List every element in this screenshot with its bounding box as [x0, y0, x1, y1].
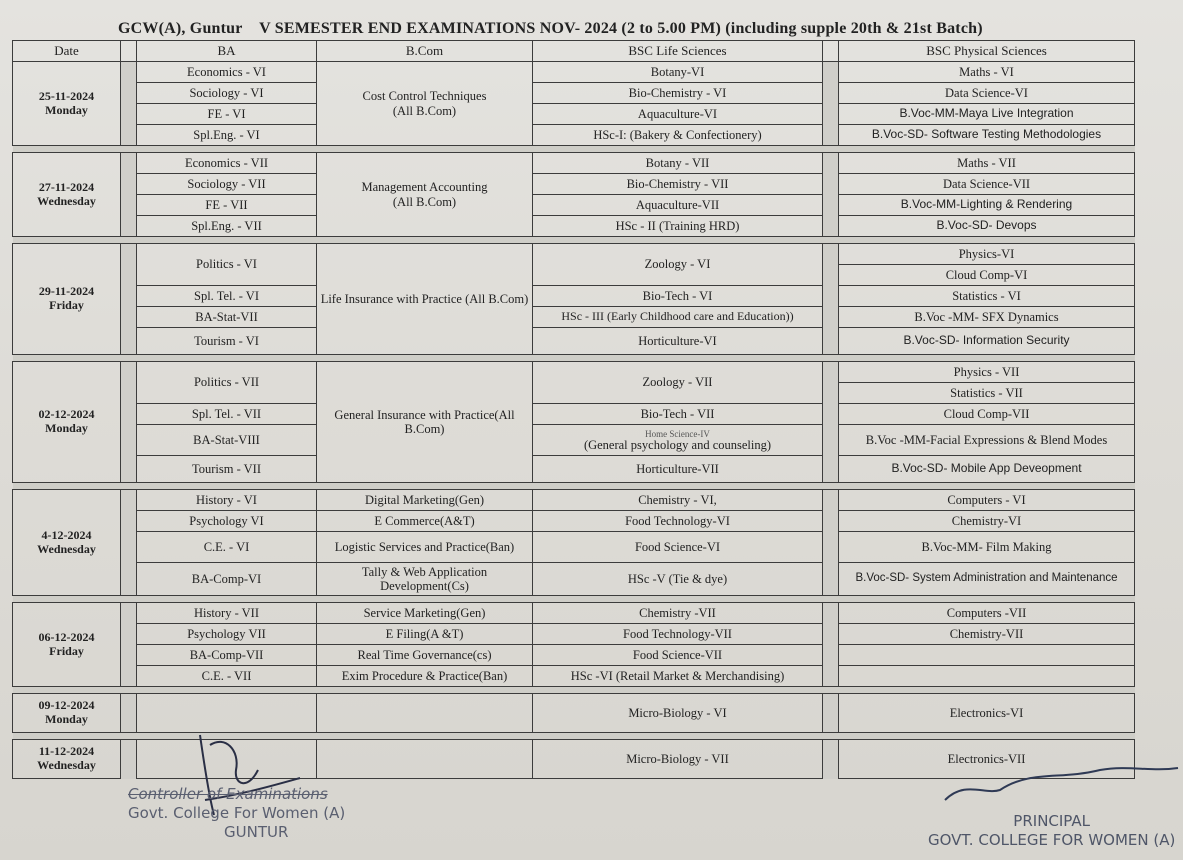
phys-subject: Maths - VI: [839, 62, 1135, 83]
gap-cell: [823, 153, 839, 237]
bcom-subject: Real Time Governance(cs): [317, 645, 533, 666]
life-subject: Home Science-IV (General psychology and counseling): [533, 425, 823, 456]
table-row: [13, 244, 1135, 265]
phys-subject: Cloud Comp-VII: [839, 404, 1135, 425]
ba-subject: Psychology VII: [137, 624, 317, 645]
phys-subject: Data Science-VI: [839, 83, 1135, 104]
phys-subject: Computers -VII: [839, 603, 1135, 624]
ba-subject: Sociology - VII: [137, 174, 317, 195]
principal-title: PRINCIPAL: [1013, 812, 1091, 830]
ba-subject: Psychology VI: [137, 511, 317, 532]
date-cell: 11-12-2024 Wednesday: [13, 740, 121, 779]
phys-subject: Maths - VII: [839, 153, 1135, 174]
ba-subject: Politics - VII: [137, 362, 317, 404]
phys-subject: Chemistry-VI: [839, 511, 1135, 532]
controller-title: Controller of Examinations: [128, 785, 328, 803]
col-date: Date: [13, 41, 121, 62]
bcom-subject: [317, 694, 533, 733]
timetable: [12, 40, 1135, 779]
gap-cell: [121, 694, 137, 733]
gap-cell: [823, 603, 839, 687]
row-separator: [13, 483, 1135, 490]
exam-title: V SEMESTER END EXAMINATIONS NOV- 2024 (2 to 5.00 PM) (including supple 20th & 21st Batch): [259, 20, 983, 37]
phys-subject: Physics - VII: [839, 362, 1135, 383]
gap-cell: [121, 62, 137, 146]
date-cell: 4-12-2024 Wednesday: [13, 490, 121, 596]
col-bcom: B.Com: [317, 41, 533, 62]
life-subject: Bio-Tech - VII: [533, 404, 823, 425]
bcom-subject: Service Marketing(Gen): [317, 603, 533, 624]
life-subject: HSc -V (Tie & dye): [533, 563, 823, 596]
gap-col: [121, 41, 137, 62]
ba-subject: [137, 740, 317, 779]
table-row: [13, 694, 1135, 733]
controller-college: Govt. College For Women (A): [128, 804, 346, 822]
gap-cell: [823, 740, 839, 779]
col-ba: BA: [137, 41, 317, 62]
ba-subject: History - VII: [137, 603, 317, 624]
ba-subject: C.E. - VII: [137, 666, 317, 687]
phys-subject: Chemistry-VII: [839, 624, 1135, 645]
ba-subject: Tourism - VII: [137, 456, 317, 483]
date-cell: 25-11-2024 Monday: [13, 62, 121, 146]
ba-subject: Politics - VI: [137, 244, 317, 286]
ba-subject: Sociology - VI: [137, 83, 317, 104]
gap-cell: [121, 490, 137, 596]
bcom-subject: Cost Control Techniques (All B.Com): [317, 62, 533, 146]
gap-cell: [121, 362, 137, 483]
life-subject: Food Science-VI: [533, 532, 823, 563]
life-subject: Aquaculture-VII: [533, 195, 823, 216]
gap-cell: [121, 153, 137, 237]
phys-subject: B.Voc-SD- Mobile App Deveopment: [839, 456, 1135, 483]
phys-subject: Physics-VI: [839, 244, 1135, 265]
life-subject: Horticulture-VII: [533, 456, 823, 483]
ba-subject: [137, 694, 317, 733]
ba-subject: Economics - VI: [137, 62, 317, 83]
phys-subject: Statistics - VII: [839, 383, 1135, 404]
gap-cell: [121, 603, 137, 687]
phys-subject: Electronics-VI: [839, 694, 1135, 733]
row-separator: [13, 733, 1135, 740]
life-subject: Botany-VI: [533, 62, 823, 83]
header-row: [13, 41, 1135, 62]
ba-subject: Spl.Eng. - VII: [137, 216, 317, 237]
phys-subject: [839, 645, 1135, 666]
life-subject: Bio-Chemistry - VI: [533, 83, 823, 104]
row-separator: [13, 687, 1135, 694]
ba-subject: BA-Comp-VII: [137, 645, 317, 666]
ba-subject: BA-Comp-VI: [137, 563, 317, 596]
principal-seal: [928, 812, 1175, 850]
principal-college: GOVT. COLLEGE FOR WOMEN (A): [928, 831, 1176, 849]
ba-subject: FE - VII: [137, 195, 317, 216]
ba-subject: FE - VI: [137, 104, 317, 125]
gap-cell: [823, 490, 839, 596]
phys-subject: Computers - VI: [839, 490, 1135, 511]
life-subject: Chemistry -VII: [533, 603, 823, 624]
phys-subject: Data Science-VII: [839, 174, 1135, 195]
bcom-subject: Logistic Services and Practice(Ban): [317, 532, 533, 563]
bcom-subject: General Insurance with Practice(All B.Com): [317, 362, 533, 483]
table-row: [13, 740, 1135, 779]
controller-seal: [128, 785, 345, 842]
phys-subject: B.Voc-SD- Information Security: [839, 328, 1135, 355]
phys-subject: B.Voc-SD- Software Testing Methodologies: [839, 125, 1135, 146]
life-subject: HSc-I: (Bakery & Confectionery): [533, 125, 823, 146]
date-cell: 27-11-2024 Wednesday: [13, 153, 121, 237]
phys-subject: Cloud Comp-VI: [839, 265, 1135, 286]
table-row: [13, 603, 1135, 624]
ba-subject: C.E. - VI: [137, 532, 317, 563]
phys-subject: Electronics-VII: [839, 740, 1135, 779]
bcom-subject: E Commerce(A&T): [317, 511, 533, 532]
life-subject: Chemistry - VI,: [533, 490, 823, 511]
ba-subject: BA-Stat-VII: [137, 307, 317, 328]
ba-subject: Tourism - VI: [137, 328, 317, 355]
life-subject: HSc - III (Early Childhood care and Education)): [533, 307, 823, 328]
life-subject: Micro-Biology - VII: [533, 740, 823, 779]
phys-subject: B.Voc -MM-Facial Expressions & Blend Modes: [839, 425, 1135, 456]
col-bsc-physical: BSC Physical Sciences: [839, 41, 1135, 62]
date-cell: 09-12-2024 Monday: [13, 694, 121, 733]
gap-cell: [121, 244, 137, 355]
life-subject: Horticulture-VI: [533, 328, 823, 355]
life-subject: Zoology - VII: [533, 362, 823, 404]
phys-subject: B.Voc -MM- SFX Dynamics: [839, 307, 1135, 328]
life-subject: HSc -VI (Retail Market & Merchandising): [533, 666, 823, 687]
life-subject: Bio-Chemistry - VII: [533, 174, 823, 195]
gap-cell: [823, 694, 839, 733]
ba-subject: History - VI: [137, 490, 317, 511]
table-row: [13, 153, 1135, 174]
date-cell: 02-12-2024 Monday: [13, 362, 121, 483]
life-subject: HSc - II (Training HRD): [533, 216, 823, 237]
table-row: [13, 62, 1135, 83]
phys-subject: B.Voc-MM-Lighting & Rendering: [839, 195, 1135, 216]
gap-cell: [823, 62, 839, 146]
life-subject: Food Technology-VI: [533, 511, 823, 532]
ba-subject: Spl.Eng. - VI: [137, 125, 317, 146]
life-subject: Food Science-VII: [533, 645, 823, 666]
page-title: [118, 20, 983, 38]
table-row: [13, 490, 1135, 511]
bcom-subject: [317, 740, 533, 779]
bcom-subject: E Filing(A &T): [317, 624, 533, 645]
gap-cell: [121, 740, 137, 779]
gap-cell: [823, 244, 839, 355]
col-bsc-life: BSC Life Sciences: [533, 41, 823, 62]
row-separator: [13, 355, 1135, 362]
ba-subject: BA-Stat-VIII: [137, 425, 317, 456]
gap-col: [823, 41, 839, 62]
college-name: GCW(A), Guntur: [118, 20, 243, 37]
life-subject: Botany - VII: [533, 153, 823, 174]
table-row: [13, 362, 1135, 383]
bcom-subject: Digital Marketing(Gen): [317, 490, 533, 511]
bcom-subject: Exim Procedure & Practice(Ban): [317, 666, 533, 687]
life-subject: Bio-Tech - VI: [533, 286, 823, 307]
phys-subject: B.Voc-SD- Devops: [839, 216, 1135, 237]
ba-subject: Spl. Tel. - VI: [137, 286, 317, 307]
life-subject: Food Technology-VII: [533, 624, 823, 645]
phys-subject: B.Voc-SD- System Administration and Maintenance: [839, 563, 1135, 596]
life-subject: Zoology - VI: [533, 244, 823, 286]
phys-subject: [839, 666, 1135, 687]
gap-cell: [823, 362, 839, 483]
controller-city: GUNTUR: [224, 823, 289, 841]
date-cell: 29-11-2024 Friday: [13, 244, 121, 355]
ba-subject: Spl. Tel. - VII: [137, 404, 317, 425]
phys-subject: B.Voc-MM- Film Making: [839, 532, 1135, 563]
phys-subject: B.Voc-MM-Maya Live Integration: [839, 104, 1135, 125]
bcom-subject: Management Accounting (All B.Com): [317, 153, 533, 237]
ba-subject: Economics - VII: [137, 153, 317, 174]
bcom-subject: Tally & Web Application Development(Cs): [317, 563, 533, 596]
date-cell: 06-12-2024 Friday: [13, 603, 121, 687]
phys-subject: Statistics - VI: [839, 286, 1135, 307]
life-subject: Aquaculture-VI: [533, 104, 823, 125]
row-separator: [13, 237, 1135, 244]
row-separator: [13, 146, 1135, 153]
row-separator: [13, 596, 1135, 603]
bcom-subject: Life Insurance with Practice (All B.Com): [317, 244, 533, 355]
life-subject: Micro-Biology - VI: [533, 694, 823, 733]
